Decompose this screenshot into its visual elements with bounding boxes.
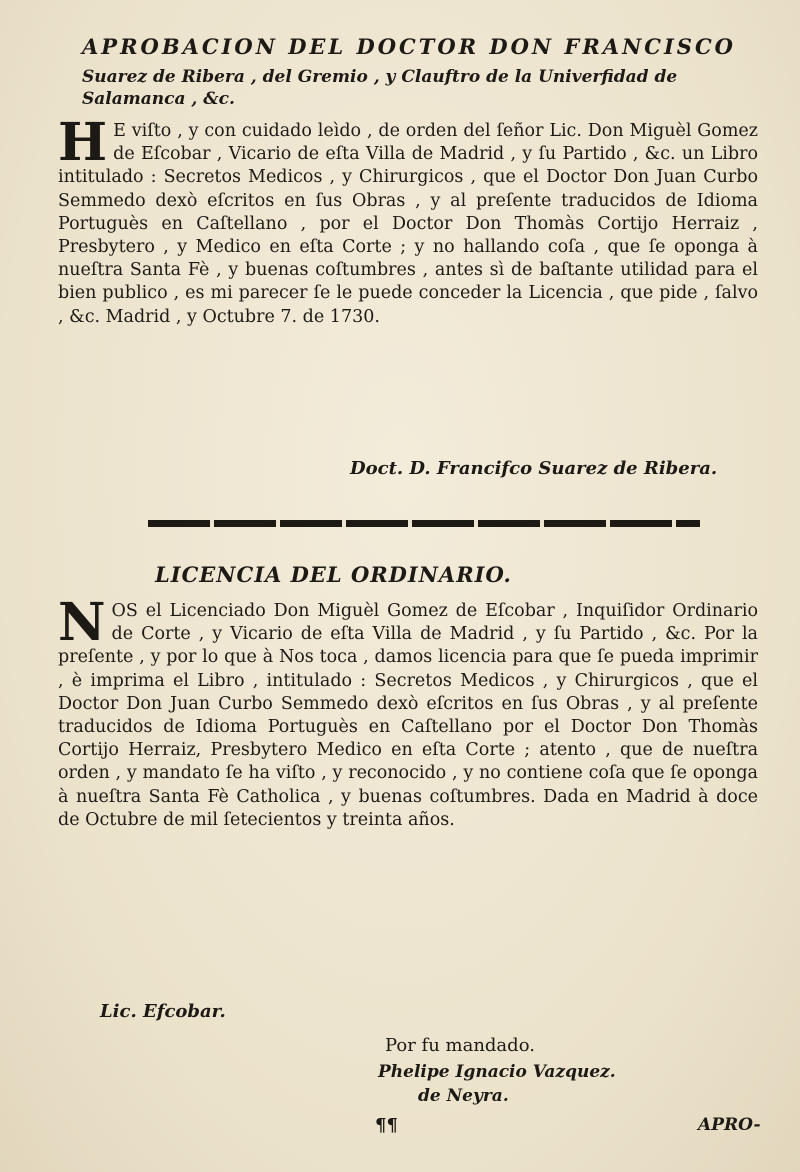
notary-signature — [378, 1060, 638, 1108]
license-body: OS el Licenciado Don Miguèl Gomez de Eſcobar , Inquiſidor Ordinario de Corte , y Vicario de eſta Villa de Madrid , y ſu Partido , &c. Por la preſente , y por lo que à Nos toca , damos licencia para que ſe pueda imprimir , è imprima el Libro , intitulado : Secretos Medicos , y Chirurgicos , que el Doctor Don Juan Curbo Semmedo dexò eſcritos en ſus Obras , y al preſente traducidos de Idioma Portuguès en Caſtellano por el Doctor Don Thomàs Cortijo Herraiz, Presbytero Medico en eſta Corte ; atento , que de nueſtra orden , y mandato ſe ha viſto , y reconocido , y no contiene coſa que ſe oponga à nueſtra Santa Fè Catholica , y buenas coſtumbres. Dada en Madrid à doce de Octubre de mil ſetecientos y treinta años. — [58, 601, 758, 830]
approval-heading: APROBACION DEL DOCTOR DON FRANCISCO — [82, 34, 736, 59]
catchword: APRO- — [698, 1115, 761, 1135]
notary-name: Phelipe Ignacio Vazquez. — [378, 1062, 616, 1082]
approval-body: E viſto , y con cuidado leìdo , de orden del ſeñor Lic. Don Miguèl Gomez de Eſcobar , Vicario de eſta Villa de Madrid , y ſu Partido , &c. un Libro intitulado : Secretos Medicos , y Chirurgicos , que el Doctor Don Juan Curbo Semmedo dexò eſcritos en ſus Obras , y al preſente traducidos de Idioma Portuguès en Caſtellano , por el Doctor Don Thomàs Cortijo Herraiz , Presbytero , y Medico en eſta Corte ; y no hallando coſa , que ſe oponga à nueſtra Santa Fè , y buenas coſtumbres , antes sì de baſtante utilidad para el bien publico , es mi parecer ſe le puede conceder la Licencia , que pide , ſalvo , &c. Madrid , y Octubre 7. de 1730. — [58, 121, 758, 327]
approval-subheading: Suarez de Ribera , del Gremio , y Clauftro de la Univerfidad de Salamanca , &c. — [82, 67, 678, 109]
approval-signature: Doct. D. Francifco Suarez de Ribera. — [350, 458, 718, 479]
license-paragraph — [58, 592, 758, 832]
notary-surname: de Neyra. — [418, 1086, 509, 1106]
license-signature: Lic. Efcobar. — [100, 1001, 226, 1022]
signature-mark: ¶¶ — [375, 1115, 398, 1136]
by-order-line: Por fu mandado. — [385, 1035, 535, 1056]
approval-paragraph — [58, 112, 758, 329]
license-dropcap: N — [58, 592, 106, 653]
approval-dropcap: H — [58, 112, 108, 173]
license-title: LICENCIA DEL ORDINARIO. — [155, 562, 512, 587]
ornamental-rule — [148, 520, 700, 527]
